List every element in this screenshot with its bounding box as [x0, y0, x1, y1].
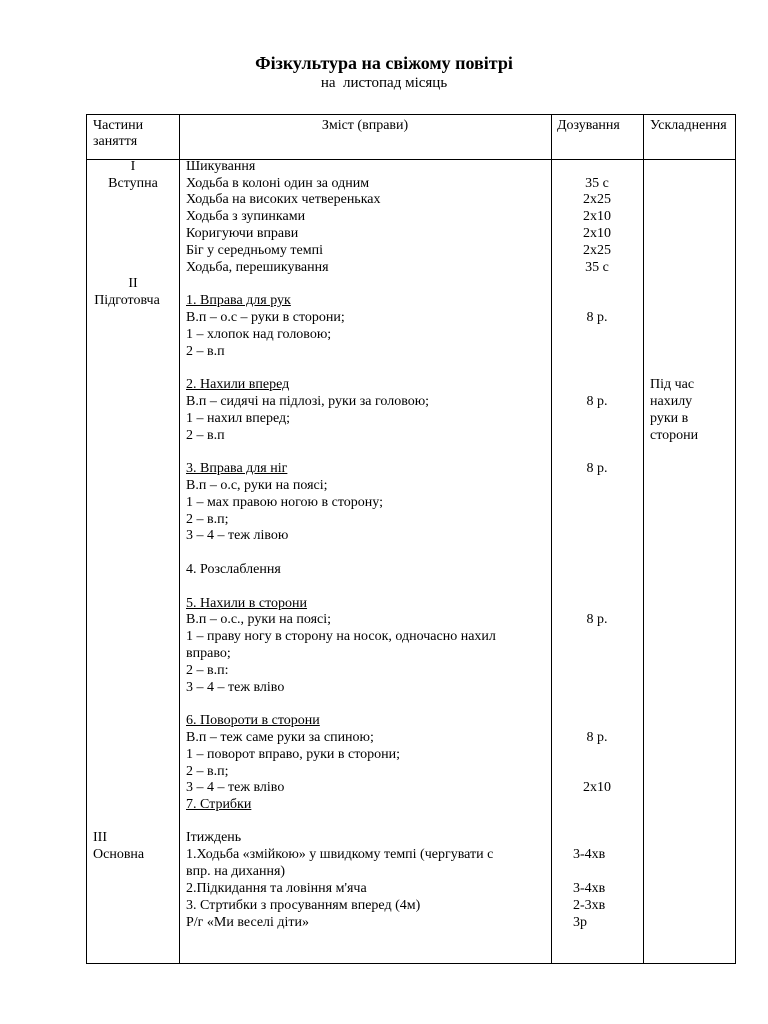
page-title: Фізкультура на свіжому повітрі	[255, 53, 513, 73]
content-line: 1 – мах правою ногою в сторону;	[186, 495, 383, 510]
content-line: В.п – о.с – руки в сторони;	[186, 310, 345, 325]
dosage-value: 2х10	[583, 780, 611, 795]
content-line: 3 – 4 – теж лівою	[186, 528, 289, 543]
dosage-value: 8 р.	[586, 310, 608, 325]
exercise-heading: 3. Вправа для ніг	[186, 461, 288, 476]
dosage-value: 35 с	[585, 176, 609, 191]
content-line: 2 – в.п:	[186, 663, 229, 678]
header-divider	[87, 159, 735, 160]
content-line: В.п – теж саме руки за спиною;	[186, 730, 374, 745]
lesson-table	[86, 114, 736, 964]
dosage-value: 8 р.	[586, 394, 608, 409]
part-name: Основна	[93, 847, 145, 862]
dosage-value: 3-4хв	[573, 847, 606, 862]
content-line: Біг у середньому темпі	[186, 243, 323, 258]
part-name: Вступна	[108, 176, 158, 191]
exercise-heading: 7. Стрибки	[186, 797, 252, 812]
content-line: 1 – праву ногу в сторону на носок, одночасно нахил	[186, 629, 496, 644]
part-name: Підготовча	[94, 293, 160, 308]
exercise-heading: 5. Нахили в сторони	[186, 596, 308, 611]
dosage-value: 8 р.	[586, 461, 608, 476]
complication-line: сторони	[650, 428, 699, 443]
dosage-value: 8 р.	[586, 730, 608, 745]
content-line: Р/г «Ми веселі діти»	[186, 915, 310, 930]
dosage-value: 2х10	[583, 226, 611, 241]
content-line: Шикування	[186, 159, 256, 174]
content-line: Ходьба, перешикування	[186, 260, 329, 275]
part-number: I	[130, 159, 136, 174]
dosage-value: 3-4хв	[573, 881, 606, 896]
dosage-value: 3р	[573, 915, 587, 930]
content-line: В.п – о.с., руки на поясі;	[186, 612, 332, 627]
header-parts: Частини заняття	[93, 118, 144, 149]
content-line: 2 – в.п;	[186, 764, 229, 779]
content-line: впр. на дихання)	[186, 864, 286, 879]
complication-line: руки в	[650, 411, 689, 426]
content-line: Ходьба в колоні один за одним	[186, 176, 370, 191]
dosage-value: 2х10	[583, 209, 611, 224]
content-line: В.п – о.с, руки на поясі;	[186, 478, 328, 493]
content-line: Ходьба на високих четвереньках	[186, 192, 381, 207]
content-line: 2 – в.п;	[186, 512, 229, 527]
content-line: 1 – нахил вперед;	[186, 411, 291, 426]
content-line: 1.Ходьба «змійкою» у швидкому темпі (чергувати с	[186, 847, 494, 862]
exercise-heading: 6. Повороти в сторони	[186, 713, 320, 728]
content-line: 1 – поворот вправо, руки в сторони;	[186, 747, 401, 762]
content-line: Коригуючи вправи	[186, 226, 299, 241]
exercise-heading: 1. Вправа для рук	[186, 293, 291, 308]
dosage-value: 2х25	[583, 192, 611, 207]
content-line: В.п – сидячі на підлозі, руки за головою;	[186, 394, 430, 409]
dosage-value: 2х25	[583, 243, 611, 258]
part-number: II	[128, 276, 138, 291]
content-line: 2 – в.п	[186, 428, 225, 443]
header-complication: Ускладнення	[650, 118, 727, 133]
exercise-heading: 2. Нахили вперед	[186, 377, 290, 392]
content-line: 1 – хлопок над головою;	[186, 327, 332, 342]
dosage-value: 8 р.	[586, 612, 608, 627]
content-line: 2.Підкидання та ловіння м'яча	[186, 881, 367, 896]
content-line: 3 – 4 – теж вліво	[186, 680, 285, 695]
content-line: Iтиждень	[186, 830, 242, 845]
dosage-value: 35 с	[585, 260, 609, 275]
complication-line: Під час	[650, 377, 695, 392]
column-divider	[643, 115, 644, 963]
content-line: Ходьба з зупинками	[186, 209, 306, 224]
dosage-value: 2-3хв	[573, 898, 606, 913]
column-divider	[179, 115, 180, 963]
header-content: Зміст (вправи)	[321, 118, 409, 133]
content-line: 2 – в.п	[186, 344, 225, 359]
complication-line: нахилу	[650, 394, 693, 409]
content-line: 3 – 4 – теж вліво	[186, 780, 285, 795]
part-number: III	[93, 830, 107, 845]
page-subtitle: на листопад місяць	[320, 75, 448, 91]
content-line: вправо;	[186, 646, 231, 661]
content-line: 3. Стртибки з просуванням вперед (4м)	[186, 898, 421, 913]
header-dosage: Дозування	[557, 118, 620, 133]
exercise-heading: 4. Розслаблення	[186, 562, 281, 577]
